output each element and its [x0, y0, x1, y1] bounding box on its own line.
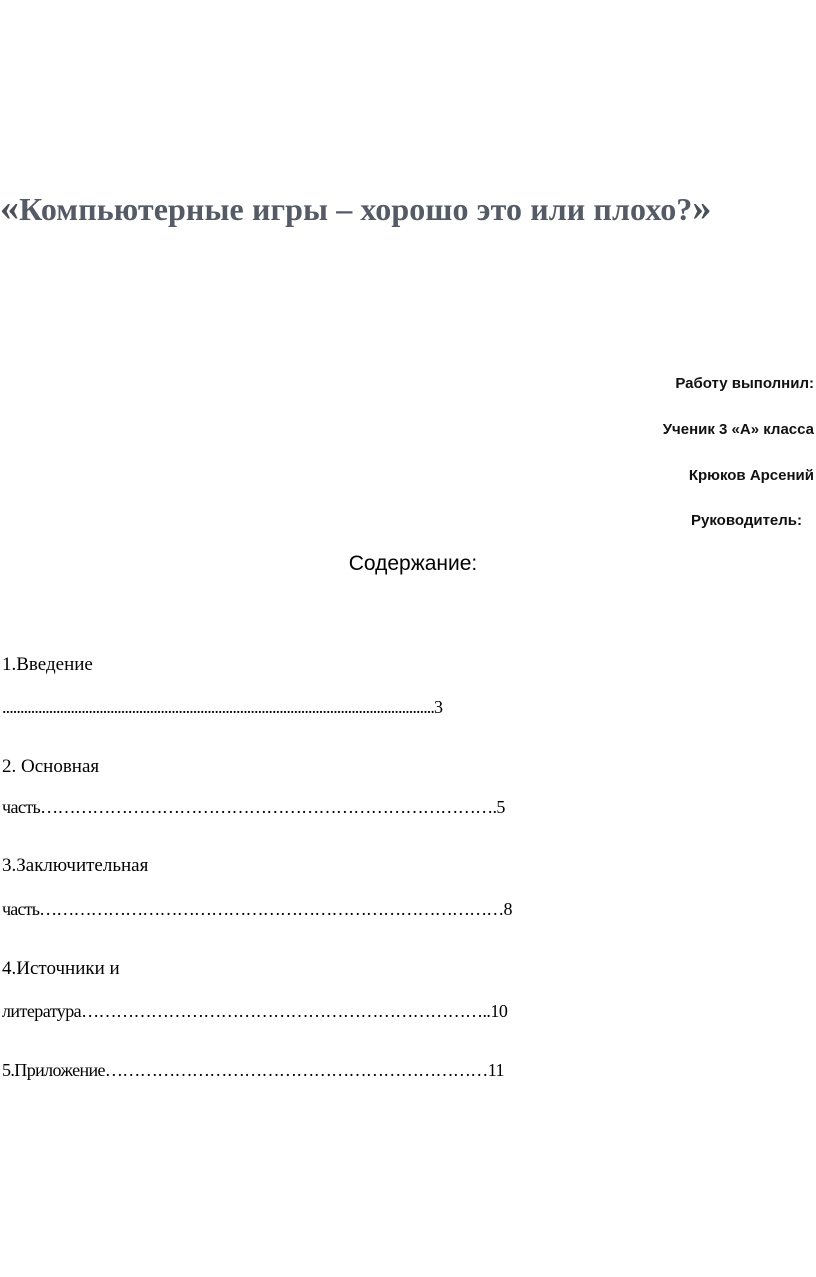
toc-heading: Содержание:	[348, 552, 478, 575]
title-close-quote: »	[692, 187, 712, 229]
author-label: Работу выполнил:	[675, 375, 814, 392]
supervisor-label: Руководитель:	[691, 512, 802, 529]
toc-item-3-dots: часть………………………………………………………………………8	[2, 899, 512, 919]
toc-item-2-title: 2. Основная	[2, 756, 100, 777]
author-name: Крюков Арсений	[688, 467, 814, 484]
document-title	[0, 186, 712, 230]
toc-item-4-dots: литература……………………………………………………………..10	[2, 1001, 508, 1021]
title-text: Компьютерные игры – хорошо это или плохо?	[19, 191, 693, 227]
title-open-quote: «	[0, 187, 20, 229]
toc-item-1-dots: ........................................................................................................................3	[2, 697, 443, 717]
toc-item-1-title: 1.Введение	[2, 654, 93, 675]
author-class: Ученик 3 «А» класса	[662, 421, 814, 438]
toc-item-5: 5.Приложение…………………………………………………………11	[2, 1060, 504, 1080]
toc-item-2-dots: часть…………………………………………………………………….5	[2, 797, 505, 817]
toc-item-3-title: 3.Заключительная	[2, 855, 149, 876]
toc-item-4-title: 4.Источники и	[2, 958, 120, 979]
